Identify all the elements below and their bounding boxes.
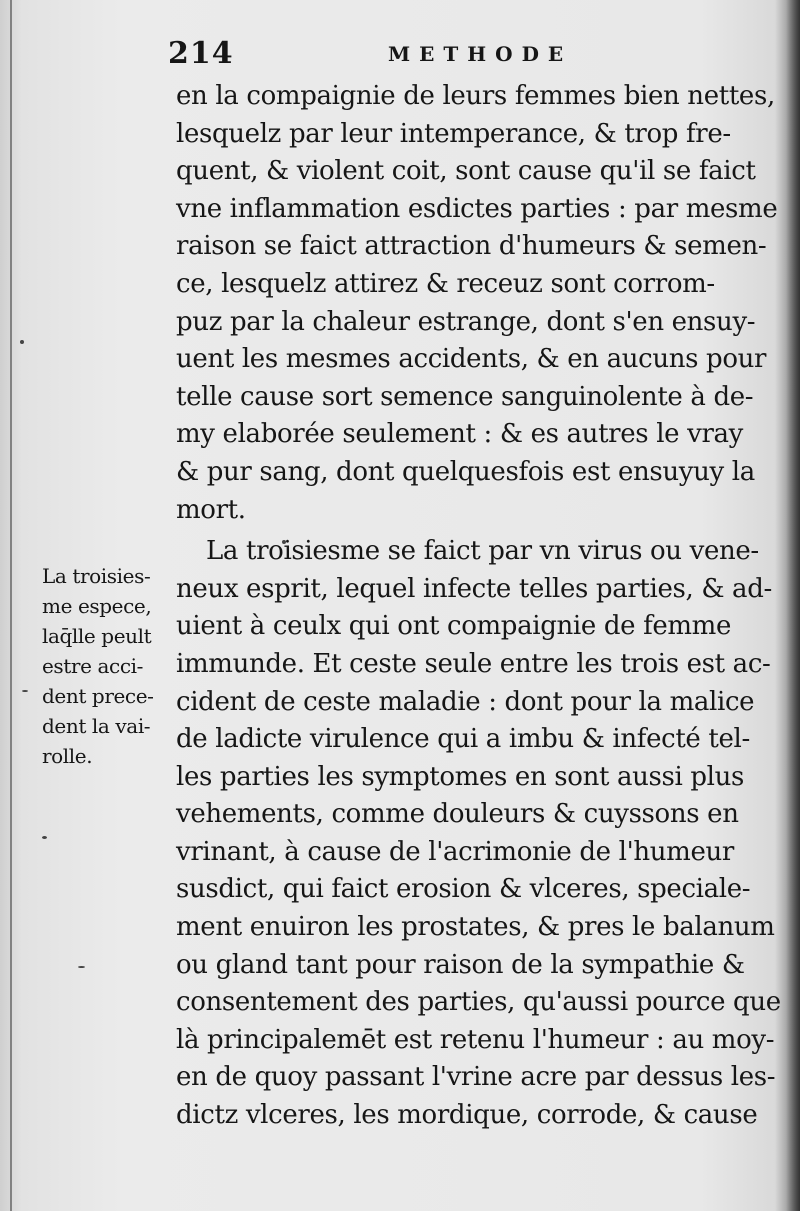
paragraph-first-line: La troisiesme se faict par vn virus ou vene-: [206, 536, 759, 567]
text-line: puz par la chaleur estrange, dont s'en ensuy-: [176, 306, 756, 337]
running-head: METHODE: [388, 42, 573, 66]
text-line: ment enuiron les prostates, & pres le balanum: [176, 912, 775, 943]
text-line: cident de ceste maladie : dont pour la malice: [176, 686, 755, 717]
margin-note-line: laq̄lle peult: [42, 624, 152, 648]
text-line: susdict, qui faict erosion & vlceres, speciale-: [176, 874, 751, 905]
ink-speck: [78, 966, 85, 968]
text-line: immunde. Et ceste seule entre les trois est ac-: [176, 648, 771, 679]
body-text: [176, 78, 781, 1135]
margin-note-line: dent la vai-: [42, 714, 151, 738]
text-line: les parties les symptomes en sont aussi plus: [176, 761, 745, 792]
text-line: lesquelz par leur intemperance, & trop fre-: [176, 118, 731, 149]
text-line: là principalemēt est retenu l'humeur : au moy-: [176, 1024, 775, 1055]
margin-note-line: estre acci-: [42, 654, 143, 678]
text-line: consentement des parties, qu'aussi pource que: [176, 987, 781, 1018]
ink-speck: [20, 340, 24, 344]
page-gutter-edge: [10, 0, 12, 1211]
text-line: & pur sang, dont quelquesfois est ensuyuy la: [176, 456, 755, 487]
text-line: dictz vlceres, les mordique, corrode, & cause: [176, 1100, 758, 1131]
page-number: 214: [168, 36, 234, 71]
text-line: mort.: [176, 494, 246, 525]
text-line: quent, & violent coit, sont cause qu'il se faict: [176, 156, 756, 187]
text-line: uient à ceulx qui ont compaignie de femme: [176, 611, 732, 642]
text-line: vne inflammation esdictes parties : par mesme: [176, 193, 778, 224]
text-line: raison se faict attraction d'humeurs & semen-: [176, 231, 767, 262]
margin-note-line: La troisies-: [42, 564, 151, 588]
text-line: de ladicte virulence qui a imbu & infecté tel-: [176, 724, 750, 755]
margin-note: [42, 561, 174, 771]
text-line: vehements, comme douleurs & cuyssons en: [176, 799, 739, 830]
ink-speck: [22, 690, 28, 692]
text-line: ce, lesquelz attirez & receuz sont corrom-: [176, 268, 715, 299]
text-line: neux esprit, lequel infecte telles parties, & ad-: [176, 573, 772, 604]
text-line: uent les mesmes accidents, & en aucuns pour: [176, 344, 767, 375]
text-line: my elaborée seulement : & es autres le vray: [176, 419, 744, 450]
text-line: ou gland tant pour raison de la sympathie &: [176, 949, 745, 980]
margin-note-line: me espece,: [42, 594, 152, 618]
page-edge-shadow: [786, 0, 800, 1211]
margin-note-line: dent prece-: [42, 684, 154, 708]
text-line: vrinant, à cause de l'acrimonie de l'humeur: [176, 836, 734, 867]
ink-speck: [42, 836, 47, 839]
margin-note-line: rolle.: [42, 744, 93, 768]
text-line: en la compaignie de leurs femmes bien nettes,: [176, 81, 775, 111]
text-line: en de quoy passant l'vrine acre par dessus les-: [176, 1062, 776, 1093]
text-line: telle cause sort semence sanguinolente à de-: [176, 381, 754, 412]
